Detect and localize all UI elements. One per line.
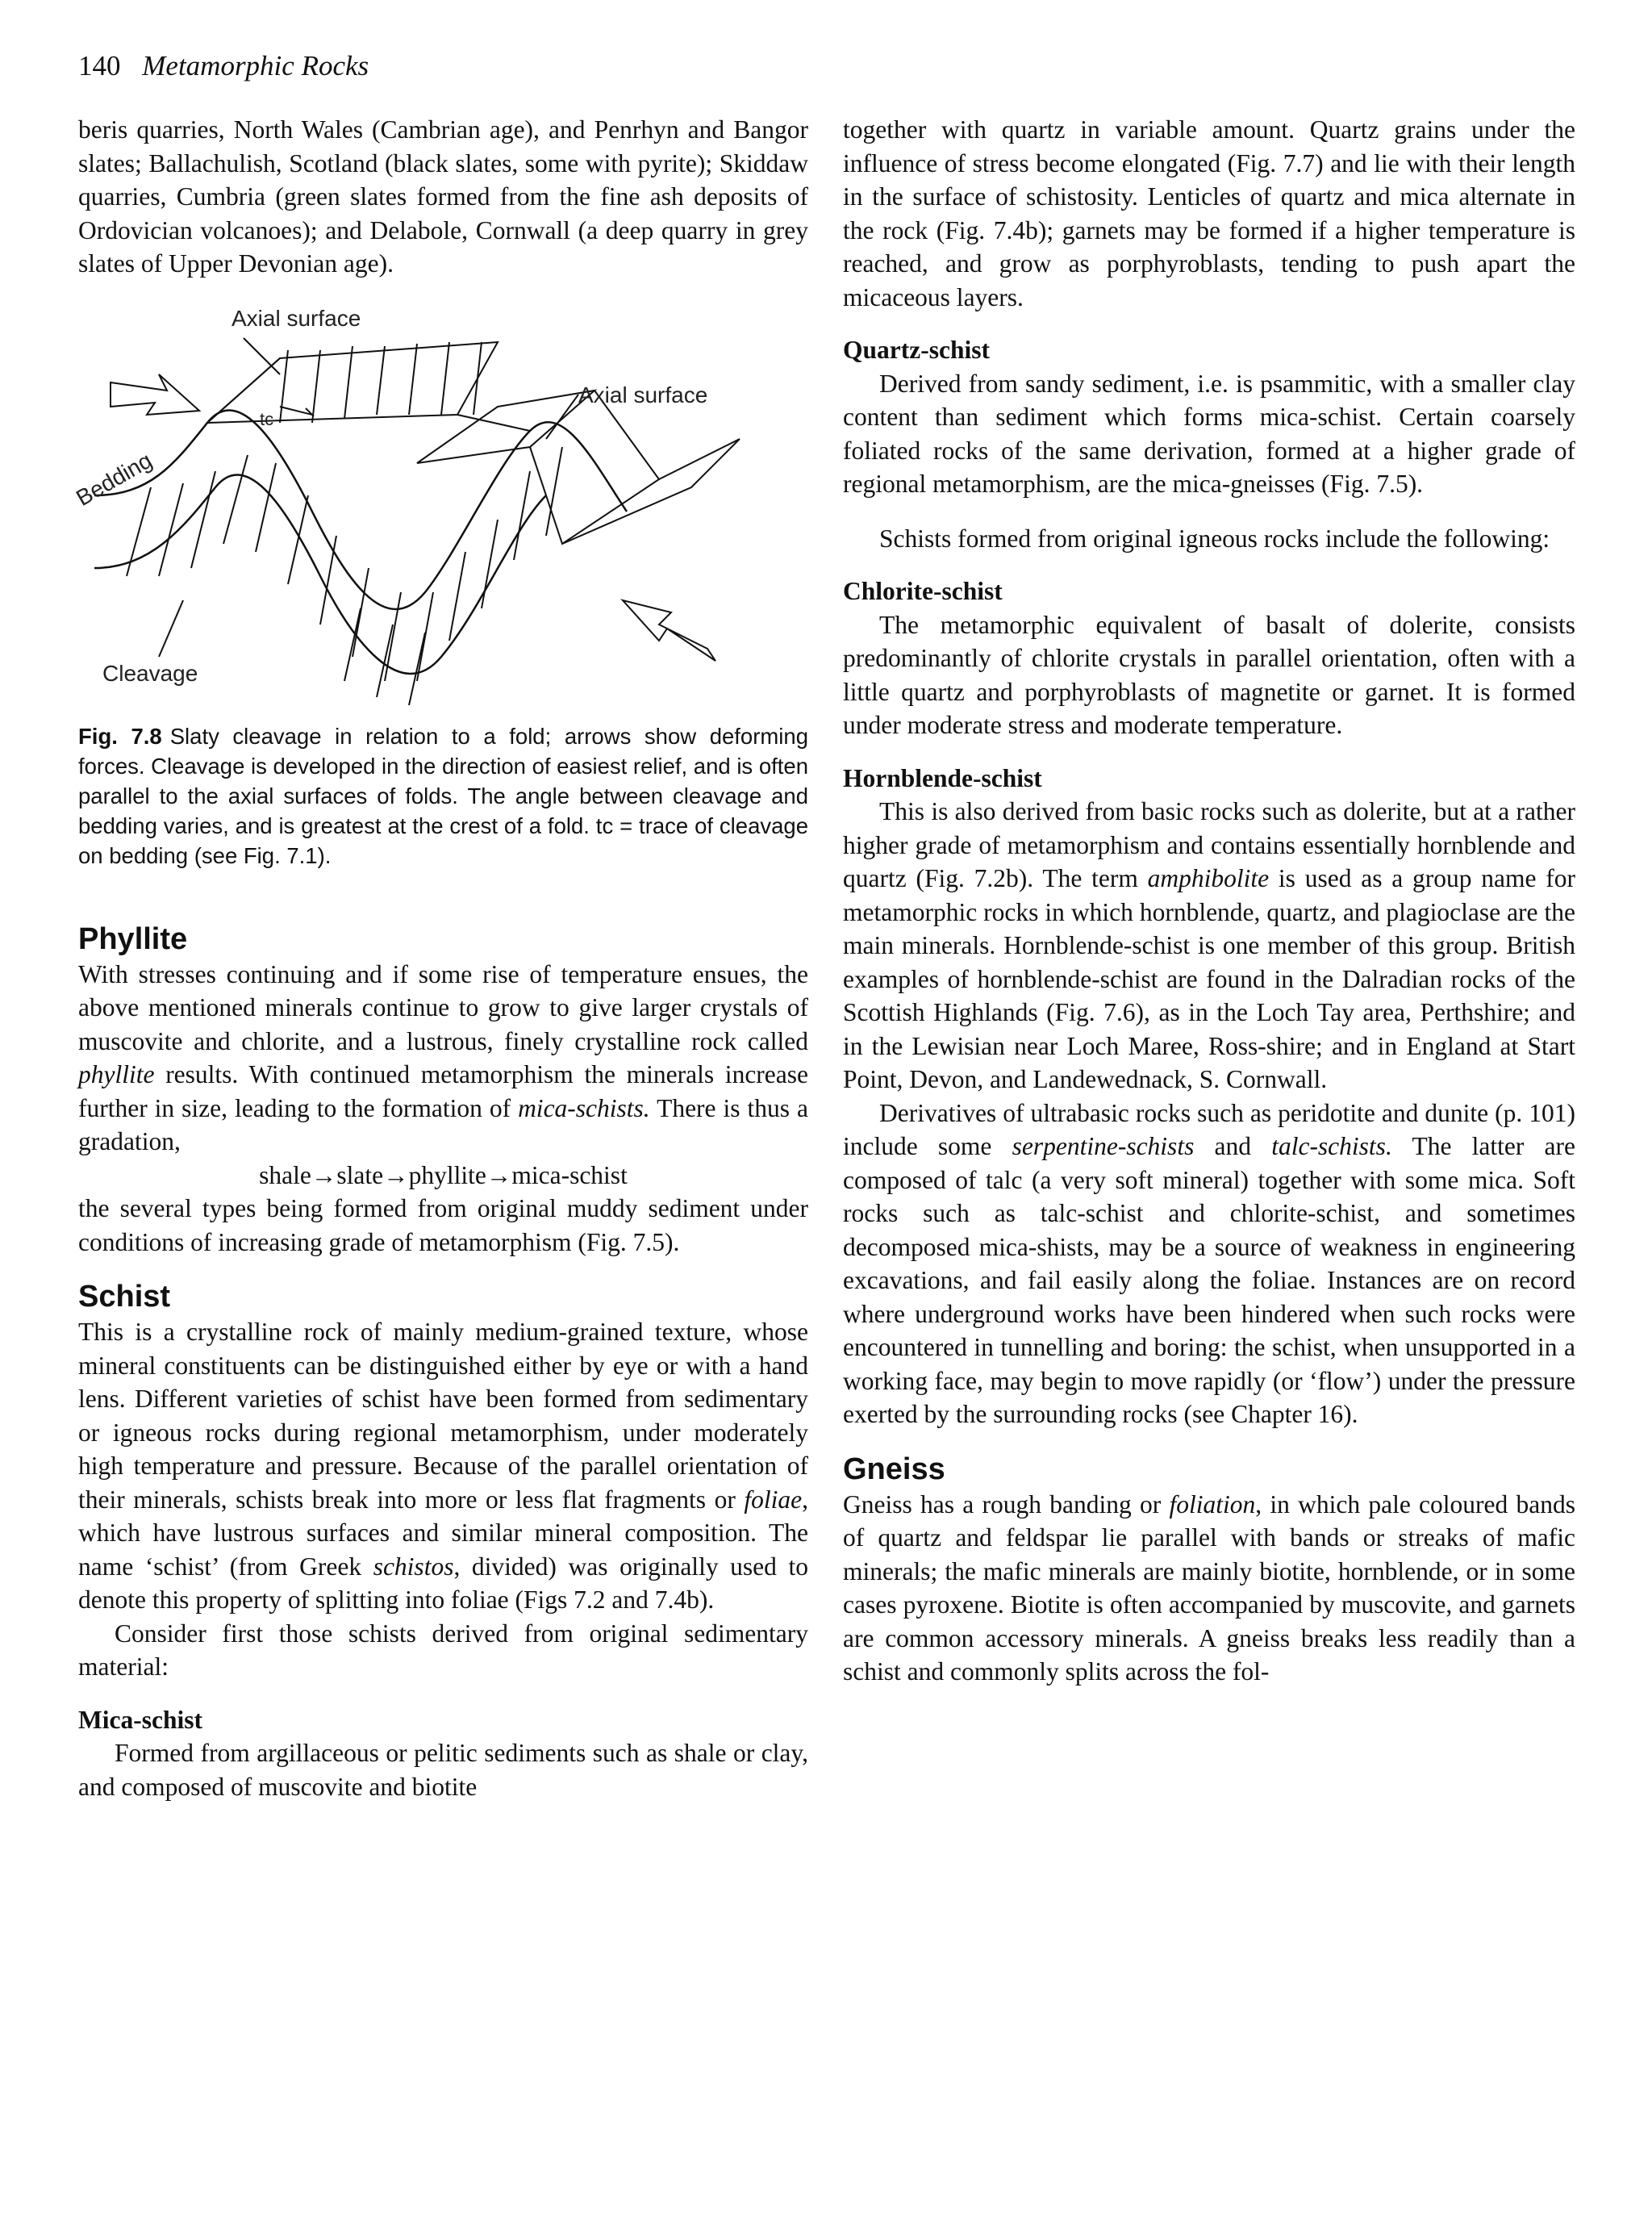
gneiss-heading: Gneiss xyxy=(843,1452,945,1486)
gneiss-paragraph: Gneiss has a rough banding or foliation, in which pale coloured bands of quartz and feldspar lie parallel with bands or streaks of mafic minerals; the mafic minerals are mainly biotite, hornblende, or in some cases pyroxene. Biotite is often accompanied by muscovite, and garnets are common accessory minerals. A gneiss breaks less readily than a schist and commonly splits across the fol- xyxy=(843,1489,1575,1686)
foliation-term: foliation xyxy=(1169,1489,1256,1519)
schist-heading: Schist xyxy=(78,1280,171,1314)
chlorite-schist-heading: Chlorite-schist xyxy=(843,577,1003,605)
label-axial-surface-1: Axial surface xyxy=(232,305,361,331)
label-cleavage: Cleavage xyxy=(102,660,198,686)
schist-paragraph: This is a crystalline rock of mainly medium-grained texture, whose mineral constituents can be distinguished either by eye or with a hand lens. Different varieties of schist have been formed from sedimentary or igneous rocks during regional metamorphism, under moderately high temperature and pressure. Because of the parallel orientation of their minerals, schists break into more or less flat fragments or foliae, which have lustrous surfaces and similar mineral composition. The name ‘schist’ (from Greek schistos, divided) was originally used to denote this property of splitting into foliae (Figs 7.2 and 7.4b). xyxy=(78,1318,809,1614)
gradation-sequence: shale→slate→phyllite→mica-schist xyxy=(259,1160,628,1189)
fold-cleavage-figure xyxy=(72,302,808,721)
left-column xyxy=(72,113,809,1803)
ultrabasic-paragraph: Derivatives of ultrabasic rocks such as peridotite and dunite (p. 101) include some serpentine-schists and talc-schists. The latter are composed of talc (a very soft mineral) together with some mica. Soft rocks such as talc-schist and chlorite-schist, and sometimes decomposed mica-shists, may be a source of weakness in engineering excavations, and fail easily along the foliae. Instances are on record where underground works have been hindered when such rocks were encountered in tunnelling and boring: the schist, when unsupported in a working face, may begin to move rapidly (or ‘flow’) under the pressure exerted by the surrounding rocks (see Chapter 16). xyxy=(843,1098,1575,1428)
caption-text: Slaty cleavage in relation to a fold; arrows show deforming forces. Cleavage is developed in the direction of easiest relief, and is often parallel to the axial surfaces of folds. The angle between cleavage and bedding varies, and is greatest at the crest of a fold. tc = trace of cleavage on bedding (see Fig. 7.1). xyxy=(78,723,808,868)
schistos-term: schistos xyxy=(373,1552,454,1581)
right-column xyxy=(843,113,1575,1689)
foliae-term: foliae xyxy=(744,1485,803,1514)
quartz-schist-paragraph: Derived from sandy sediment, i.e. is psammitic, with a smaller clay content than sediment which forms mica-schist. Certain coarsely foliated rocks of the same derivation, formed at a higher grade of regional metamorphism, are the mica-gneisses (Fig. 7.5). xyxy=(843,369,1575,498)
caption-number: Fig. 7.8 xyxy=(78,723,162,749)
quartz-schist-heading: Quartz-schist xyxy=(843,336,990,364)
hornblende-schist-heading: Hornblende-schist xyxy=(843,763,1042,792)
hornblende-schist-paragraph: This is also derived from basic rocks such as dolerite, but at a rather higher grade of metamorphism and contains essentially hornblende and quartz (Fig. 7.2b). The term amphibolite is used as a group name for metamorphic rocks in which hornblende, quartz, and plagioclase are the main minerals. Hornblende-schist is one member of this group. British examples of hornblende-schist are found in the Dalradian rocks of the Scottish Highlands (Fig. 7.6), as in the Loch Tay area, Perthshire; and in the Lewisian near Loch Maree, Ross-shire; and in England at Start Point, Devon, and Landewednack, S. Cornwall. xyxy=(843,797,1575,1093)
mica-schist-paragraph: Formed from argillaceous or pelitic sediments such as shale or clay, and composed of muscovite and biotite xyxy=(78,1739,808,1801)
amphibolite-term: amphibolite xyxy=(1147,864,1270,892)
label-axial-surface-2: Axial surface xyxy=(578,382,708,407)
mica-schist-continued: together with quartz in variable amount. Quartz grains under the influence of stress become elongated (Fig. 7.7) and lie with their length in the surface of schistosity. Lenticles of quartz and mica alternate in the rock (Fig. 7.4b); garnets may be formed if a higher temperature is reached, and grow as porphyroblasts, tending to push apart the micaceous layers. xyxy=(843,115,1575,311)
phyllite-paragraph: With stresses continuing and if some rise of temperature ensues, the above mentioned minerals continue to grow to give larger crystals of muscovite and chlorite, and a lustrous, finely crystalline rock called phyllite results. With continued metamorphism the minerals increase further in size, leading to the formation of mica-schists. There is thus a gradation, xyxy=(78,959,808,1155)
mica-schist-heading: Mica-schist xyxy=(78,1705,202,1734)
chlorite-schist-paragraph: The metamorphic equivalent of basalt of dolerite, consists predominantly of chlorite crystals in parallel orientation, often with a little quartz and porphyroblasts of magnetite or garnet. It is formed under moderate stress and moderate temperature. xyxy=(843,610,1575,739)
igneous-intro-paragraph: Schists formed from original igneous rocks include the following: xyxy=(879,524,1550,553)
label-bedding: Bedding xyxy=(72,447,156,511)
schist-paragraph-2: Consider first those schists derived from original sedimentary material: xyxy=(78,1619,808,1681)
mica-schists-term: mica-schists. xyxy=(518,1093,650,1122)
label-tc: tc xyxy=(260,408,274,429)
running-header xyxy=(78,50,369,82)
running-title: Metamorphic Rocks xyxy=(142,50,369,81)
page-number: 140 xyxy=(78,50,121,81)
phyllite-paragraph-2: the several types being formed from original muddy sediment under conditions of increasing grade of metamorphism (Fig. 7.5). xyxy=(78,1194,808,1256)
phyllite-heading: Phyllite xyxy=(78,921,188,956)
intro-paragraph: beris quarries, North Wales (Cambrian age), and Penrhyn and Bangor slates; Ballachulish, Scotland (black slates, some with pyrite); Skiddaw quarries, Cumbria (green slates formed from the fine ash deposits of Ordovician volcanoes); and Delabole, Cornwall (a deep quarry in grey slates of Upper Devonian age). xyxy=(78,115,808,278)
phyllite-term: phyllite xyxy=(78,1060,155,1088)
talc-schists-term: talc-schists. xyxy=(1271,1132,1392,1160)
figure-caption xyxy=(78,721,808,871)
serpentine-schists-term: serpentine-schists xyxy=(1012,1132,1195,1160)
